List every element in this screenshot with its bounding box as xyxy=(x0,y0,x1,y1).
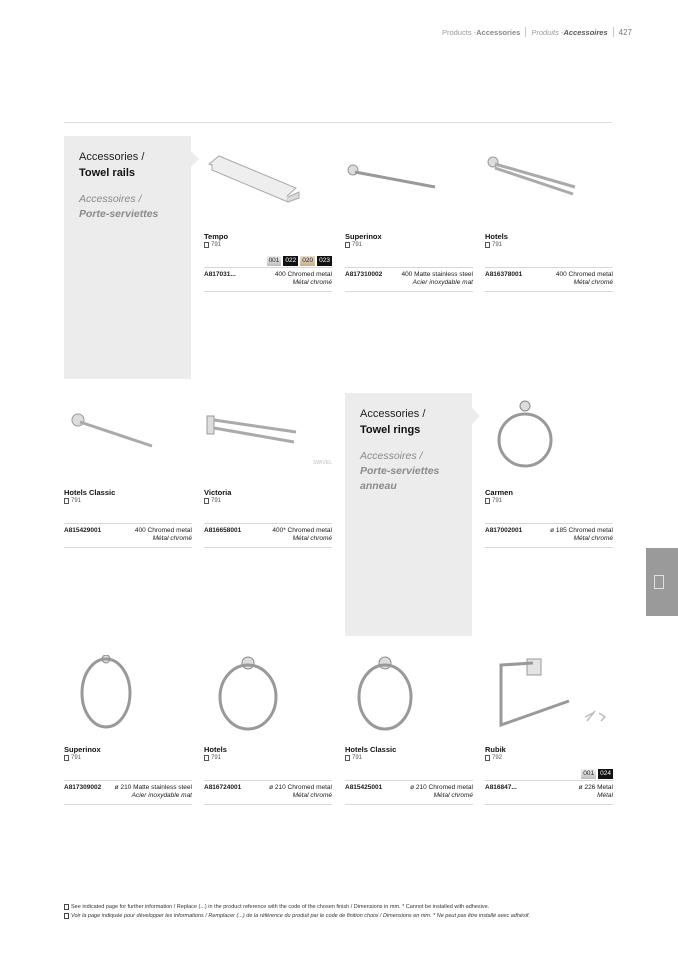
swivel-badge: SWIVEL xyxy=(313,460,332,466)
category-panel-towel-rings xyxy=(345,393,472,636)
product-card-tempo[interactable] xyxy=(204,142,332,292)
page-number-ref: 791 xyxy=(71,755,82,761)
page-reference xyxy=(345,242,473,248)
product-card-victoria[interactable] xyxy=(204,398,332,548)
product-card-hotels-classic-ring[interactable] xyxy=(345,655,473,805)
page-reference xyxy=(64,498,192,504)
page-number-ref: 791 xyxy=(211,242,222,248)
panel-title-en: Accessories / xyxy=(360,408,426,420)
header-products-fr: Produits - xyxy=(531,27,564,37)
product-ref: A817031... xyxy=(204,271,236,278)
product-ref-row xyxy=(204,257,332,292)
header-accessories-en: Accessories xyxy=(476,27,521,37)
product-desc-en: 400 Chromed metal xyxy=(274,271,332,278)
panel-subtitle-fr-2: anneau xyxy=(360,479,397,492)
product-desc-en: 400* Chromed metal xyxy=(272,527,332,534)
page-icon xyxy=(345,242,350,248)
page-icon xyxy=(485,755,490,761)
page-icon xyxy=(485,498,490,504)
product-desc-en: ø 210 Chromed metal xyxy=(269,784,332,791)
panel-arrow xyxy=(471,407,480,425)
page-reference xyxy=(485,755,613,761)
panel-subtitle-en: Towel rails xyxy=(79,166,136,179)
product-desc-fr: Métal chromé xyxy=(292,792,332,800)
panel-subtitle-en: Towel rings xyxy=(360,423,421,436)
top-rule xyxy=(64,122,612,123)
product-card-hotels-rail[interactable] xyxy=(485,142,613,292)
page-icon xyxy=(204,242,209,248)
accessory-icon xyxy=(654,575,664,589)
page-icon xyxy=(64,913,69,919)
panel-title-fr: Accessoires / xyxy=(360,449,423,462)
category-panel-towel-rails xyxy=(64,136,191,379)
product-image xyxy=(204,142,332,232)
product-ref-row xyxy=(485,770,613,805)
header-divider xyxy=(613,27,614,37)
page-number-ref: 791 xyxy=(71,498,82,504)
product-desc-en: ø 210 Matte stainless steel xyxy=(114,784,192,791)
product-image xyxy=(485,398,613,488)
product-ref: A816847... xyxy=(485,784,517,791)
page-number-ref: 791 xyxy=(211,498,222,504)
page-reference xyxy=(345,755,473,761)
page-icon xyxy=(345,755,350,761)
swatch-001[interactable]: 001 xyxy=(268,257,280,264)
product-desc-fr: Métal chromé xyxy=(152,535,192,543)
product-name: Carmen xyxy=(485,488,513,497)
product-image xyxy=(204,398,332,488)
panel-title-fr: Accessoires / xyxy=(79,192,142,205)
product-desc-fr: Métal chromé xyxy=(573,535,613,543)
swatch-001[interactable]: 001 xyxy=(583,770,595,777)
page-icon xyxy=(64,904,69,910)
swatch-020[interactable]: 020 xyxy=(302,257,314,264)
product-desc-fr: Métal chromé xyxy=(292,535,332,543)
page-number-ref: 791 xyxy=(211,755,222,761)
product-name: Superinox xyxy=(345,232,382,241)
page-icon xyxy=(64,498,69,504)
product-ref: A816658001 xyxy=(204,527,242,534)
product-image xyxy=(485,142,613,232)
product-name: Rubik xyxy=(485,745,506,754)
product-image xyxy=(64,655,192,745)
running-header xyxy=(442,27,632,37)
product-desc-fr: Métal chromé xyxy=(433,792,473,800)
product-image xyxy=(485,655,613,745)
product-ref-row xyxy=(485,523,613,548)
product-desc-fr: Métal chromé xyxy=(573,279,613,287)
page-reference xyxy=(485,242,613,248)
panel-subtitle-fr: Porte-serviettes xyxy=(79,207,159,220)
footnote-fr-text: Voir la page indiquée pour développer les informations / Remplacer (...) de la référence du produit par le code de finition choisi / Dimensions en mm. * Ne peut pas être installé avec adhésif. xyxy=(71,913,530,919)
product-desc-en: ø 210 Chromed metal xyxy=(410,784,473,791)
product-image xyxy=(345,655,473,745)
page-icon xyxy=(204,755,209,761)
page-number-ref: 792 xyxy=(492,755,503,761)
finish-swatches xyxy=(581,769,613,779)
product-name: Hotels xyxy=(204,745,227,754)
product-card-rubik[interactable] xyxy=(485,655,613,805)
page-icon xyxy=(64,755,69,761)
panel-subtitle-fr: Porte-serviettes xyxy=(360,464,440,477)
product-card-hotels-ring[interactable] xyxy=(204,655,332,805)
product-ref: A816378001 xyxy=(485,271,523,278)
product-card-superinox-rail[interactable] xyxy=(345,142,473,292)
page-number: 427 xyxy=(618,27,632,37)
product-ref-row xyxy=(345,267,473,292)
finish-swatches xyxy=(267,256,332,266)
product-name: Hotels Classic xyxy=(64,488,116,497)
product-desc-fr: Acier inoxydable mat xyxy=(131,792,192,800)
footnote-fr xyxy=(64,913,530,919)
product-desc-en: 400 Chromed metal xyxy=(134,527,192,534)
panel-arrow xyxy=(190,150,199,168)
product-ref-row xyxy=(345,780,473,805)
product-name: Superinox xyxy=(64,745,101,754)
product-card-superinox-ring[interactable] xyxy=(64,655,192,805)
swatch-024[interactable]: 024 xyxy=(600,770,611,777)
product-name: Victoria xyxy=(204,488,232,497)
page-reference xyxy=(64,755,192,761)
product-desc-en: 400 Matte stainless steel xyxy=(401,271,473,278)
product-image xyxy=(204,655,332,745)
header-divider xyxy=(525,27,526,37)
product-ref: A817002001 xyxy=(485,527,523,534)
product-image xyxy=(345,142,473,232)
product-ref-row xyxy=(204,780,332,805)
page-icon xyxy=(204,498,209,504)
page-number-ref: 791 xyxy=(352,242,363,248)
product-name: Hotels xyxy=(485,232,508,241)
product-ref: A815429001 xyxy=(64,527,102,534)
product-name: Tempo xyxy=(204,232,229,241)
product-ref-row xyxy=(204,523,332,548)
product-ref-row xyxy=(64,523,192,548)
product-ref: A815425001 xyxy=(345,784,383,791)
page-reference xyxy=(485,498,613,504)
footnote-en-text: See indicated page for further information / Replace (...) in the product reference with the code of the chosen finish / Dimensions in mm. * Cannot be installed with adhesive. xyxy=(71,904,490,910)
section-side-tab[interactable] xyxy=(646,548,678,616)
product-image xyxy=(64,398,192,488)
footnote-en xyxy=(64,904,489,910)
panel-title-en: Accessories / xyxy=(79,151,145,163)
product-name: Hotels Classic xyxy=(345,745,397,754)
page-number-ref: 791 xyxy=(352,755,363,761)
page-reference xyxy=(204,498,332,504)
page-number-ref: 791 xyxy=(492,498,503,504)
product-ref-row xyxy=(64,780,192,805)
header-accessories-fr: Accessoires xyxy=(563,27,608,37)
product-ref: A816724001 xyxy=(204,784,242,791)
swatch-022[interactable]: 022 xyxy=(285,257,297,264)
product-card-hotels-classic-rail[interactable] xyxy=(64,398,192,548)
product-desc-fr: Métal chromé xyxy=(292,279,332,287)
page-number-ref: 791 xyxy=(492,242,503,248)
product-desc-fr: Métal xyxy=(597,792,613,800)
page-reference xyxy=(204,242,332,248)
page-reference xyxy=(204,755,332,761)
page-icon xyxy=(485,242,490,248)
product-card-carmen[interactable] xyxy=(485,398,613,548)
product-desc-en: ø 185 Chromed metal xyxy=(550,527,613,534)
product-ref: A817309002 xyxy=(64,784,102,791)
product-desc-fr: Acier inoxydable mat xyxy=(412,279,473,287)
product-desc-en: ø 226 Metal xyxy=(578,784,613,791)
swatch-023[interactable]: 023 xyxy=(319,257,330,264)
header-products-en: Products - xyxy=(441,27,477,37)
product-desc-en: 400 Chromed metal xyxy=(555,271,613,278)
product-ref-row xyxy=(485,267,613,292)
product-ref: A817310002 xyxy=(345,271,383,278)
